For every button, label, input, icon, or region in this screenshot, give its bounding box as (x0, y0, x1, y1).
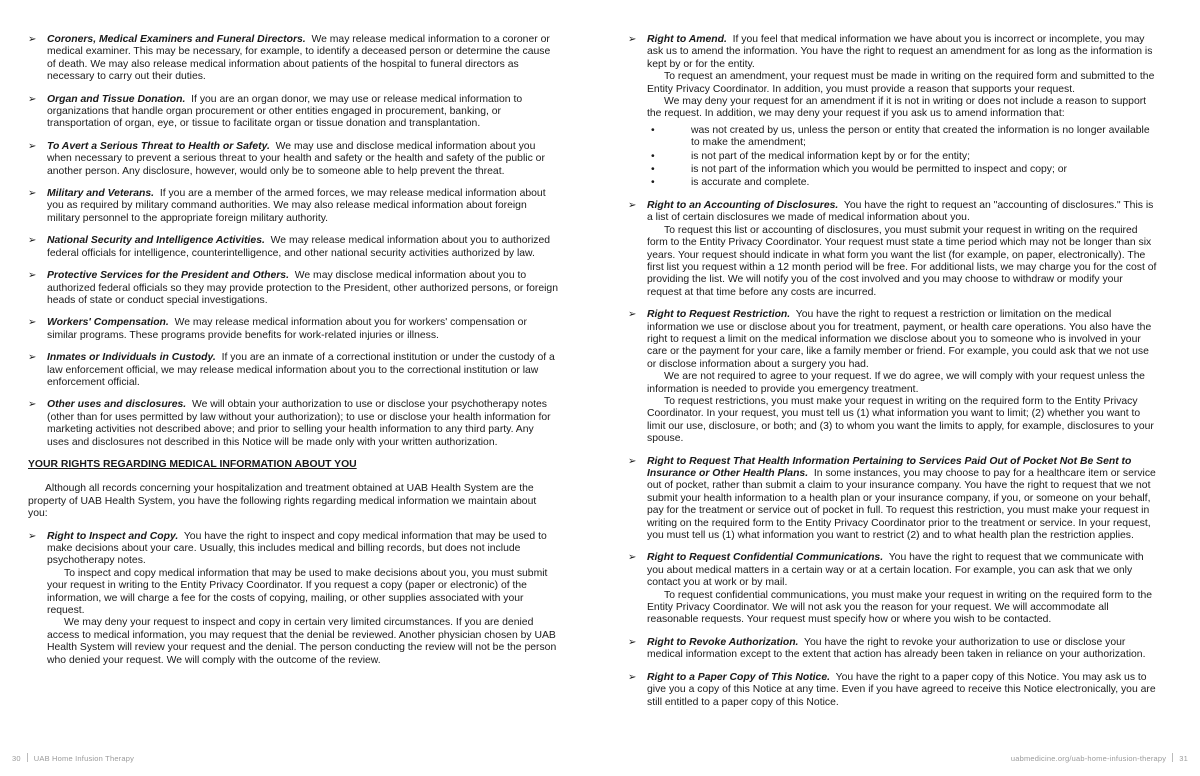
item-title: Inmates or Individuals in Custody. (47, 352, 216, 364)
intro-paragraph: Although all records concerning your hospitalization and treatment obtained at UAB Health System are the property of UAB Health System, you have the following rights regarding medical information we maintain about you: (28, 483, 537, 520)
list-item: • was not created by us, unless the person or entity that created the information is no longer available to make the amendment; (651, 124, 1150, 149)
amend-conditions-list (647, 125, 1158, 190)
list-item (28, 352, 558, 389)
bullet-icon: • (651, 177, 655, 189)
item-text: You have the right to request a restriction or limitation on the medical information we use or disclose about you for treatment, payment, or health care operations. You also have the right to request a limit on the medical information we disclose about you to someone who is involved in your care or the payment for your care, like a family member or friend. For example, you could ask that we not use or disclose information about a surgery you had. (647, 309, 1152, 370)
page-number: 31 (1179, 754, 1188, 763)
arrow-bullet-icon: ➢ (628, 552, 637, 564)
arrow-bullet-icon: ➢ (28, 93, 37, 105)
right-to-restriction-item (628, 309, 1158, 445)
arrow-bullet-icon: ➢ (28, 399, 37, 411)
item-text: You have the right to request that we communicate with you about medical matters in a certain way or at a certain location. For example, you can ask that we only contact you at work or by mail. (647, 552, 1144, 589)
arrow-bullet-icon: ➢ (628, 309, 637, 321)
footer-divider (27, 753, 28, 762)
list-item (28, 94, 558, 131)
item-text: We will obtain your authorization to use or disclose your psychotherapy notes (other than for uses permitted by law without your authorization); to use or disclose your health information for marketing activities not described above; and prior to selling your health information to any third party. Any uses and disclosures not described in this Notice will be made only with your written authorization. (47, 399, 551, 448)
footer-right (1011, 753, 1188, 763)
list-item (28, 270, 558, 307)
item-paragraph: We may deny your request for an amendment if it is not in writing or does not include a reason to support the request. In addition, we may deny your request if you ask us to amend information that: (647, 96, 1147, 120)
bullet-icon: • (651, 124, 655, 136)
arrow-bullet-icon: ➢ (28, 140, 37, 152)
arrow-bullet-icon: ➢ (28, 352, 37, 364)
item-paragraph: We are not required to agree to your request. If we do agree, we will comply with your request unless the information is needed to provide you emergency treatment. (647, 371, 1145, 395)
footer-url[interactable]: uabmedicine.org/uab-home-infusion-therapy (1010, 754, 1167, 763)
list-item (28, 317, 558, 342)
footer-title: UAB Home Infusion Therapy (33, 754, 135, 763)
right-to-accounting-item (628, 200, 1158, 299)
list-item (28, 188, 558, 225)
item-text: If you are a member of the armed forces, we may release medical information about you as required by military command authorities. We may also release medical information about foreign military personnel to the appropriate foreign military authority. (47, 188, 546, 224)
item-text: In some instances, you may choose to pay for a healthcare item or service out of pocket, rather than submit a claim to your insurance company. You have the right to request that we not submit your health information to a health plan or your insurance company, if you, or someone on your behalf, pay for the treatment or service out of pocket in full. To request this restriction, you must make your request in writing on the required form to the Entity Privacy Coordinator prior to the treatment or service. In your request, you must tell us (1) what information you want to restrict (2) and to what health plan the restriction applies. (647, 468, 1156, 542)
item-text: We may release medical information about you for workers' compensation or similar programs. These programs provide benefits for work-related injuries or illness. (47, 317, 527, 341)
item-paragraph: To request restrictions, you must make your request in writing on the required form to the Entity Privacy Coordinator. In your request, you must tell us (1) what information you want to limit; (2) whether you want to limit our use, disclosure, or both; and (3) to whom you want the limits to apply, for example, disclosures to your spouse. (647, 395, 1154, 445)
arrow-bullet-icon: ➢ (628, 455, 637, 467)
item-text: If you are an organ donor, we may use or release medical information to organizations that handle organ procurement or other entities engaged in procurement, banking, or transportation of organ, eye, or tissue to facilitate organ or tissue donation and transplantation. (47, 93, 523, 130)
list-item (28, 235, 558, 260)
item-title: Workers' Compensation. (47, 317, 169, 329)
item-text: We may release medical information about you to authorized federal officials for intelligence, counterintelligence, and other national security activities authorized by law. (47, 235, 551, 259)
arrow-bullet-icon: ➢ (628, 34, 637, 45)
footer-divider (1172, 753, 1173, 762)
item-title: Right to Request Restriction. (647, 309, 791, 321)
item-title: Right to Amend. (647, 34, 727, 45)
right-to-amend-item (628, 34, 1158, 190)
item-title: Right to an Accounting of Disclosures. (647, 199, 839, 211)
bullet-icon: • (651, 150, 655, 162)
item-title: Military and Veterans. (47, 188, 155, 200)
item-text: We may disclose medical information about you to authorized federal officials so they may provide protection to the President, other authorized persons, or foreign heads of state or conduct special investigations. (47, 270, 558, 306)
footer-left (12, 753, 134, 763)
section-heading: YOUR RIGHTS REGARDING MEDICAL INFORMATION ABOUT YOU (28, 458, 357, 470)
arrow-bullet-icon: ➢ (628, 636, 637, 648)
right-column (628, 34, 1158, 719)
bullet-icon: • (651, 164, 655, 176)
item-title: Right to Request Confidential Communications. (647, 552, 884, 564)
right-out-of-pocket-item (628, 456, 1158, 543)
arrow-bullet-icon: ➢ (628, 671, 637, 683)
arrow-bullet-icon: ➢ (28, 317, 37, 329)
item-text: You have the right to revoke your authorization to use or disclose your medical information except to the extent that action has already been taken in reliance on your authorization. (647, 636, 1146, 661)
item-text: We may release medical information to a coroner or medical examiner. This may be necessary, for example, to identify a deceased person or determine the cause of death. We may also release medical information about patients of the hospital to funeral directors as necessary to carry out their duties. (47, 34, 551, 83)
item-text: We may use and disclose medical information about you when necessary to prevent a serious threat to your health and safety or the health and safety of the public or another person. Any disclosure, however, would only be to someone able to help prevent the threat. (47, 140, 545, 177)
item-paragraph: To request this list or accounting of disclosures, you must submit your request in writing on the required form to the Entity Privacy Coordinator. Your request must state a time period which may not be longer than six years. Your request should indicate in what form you want the list (for example, on paper, electronically). The first list you request within a 12 month period will be free. For additional lists, we may charge you for the cost of providing the list. We will notify you of the cost involved and you may choose to withdraw or modify your request at that time before any costs are incurred. (647, 224, 1157, 298)
item-paragraph: To request confidential communications, you must make your request in writing on the required form to the Entity Privacy Coordinator. We will not ask you the reason for your request. We will accommodate all reasonable requests. Your request must specify how or where you wish to be contacted. (647, 589, 1153, 626)
item-paragraph: To inspect and copy medical information that may be used to make decisions about you, you must submit your request in writing to the Entity Privacy Coordinator. If you request a copy (paper or electronic) of the information, we will charge a fee for the costs of copying, mailing, or other supplies associated with your request. (47, 567, 548, 617)
item-title: Other uses and disclosures. (47, 399, 187, 411)
right-to-inspect-item (28, 531, 558, 667)
arrow-bullet-icon: ➢ (28, 188, 37, 200)
item-title: Organ and Tissue Donation. (47, 93, 186, 105)
right-revoke-item (628, 637, 1158, 662)
item-paragraph: We may deny your request to inspect and copy in certain very limited circumstances. If you are denied access to medical information, you may request that the denial be reviewed. Another physician chosen by UAB Health System will review your request and the denial. The person conducting the review will not be the person who denied your request. We will comply with the outcome of the review. (47, 617, 557, 666)
item-title: National Security and Intelligence Activities. (47, 235, 265, 247)
item-text: You have the right to request an "accounting of disclosures." This is a list of certain disclosures we made of medical information about you. (647, 199, 1154, 224)
item-paragraph: To request an amendment, your request must be made in writing on the required form and submitted to the Entity Privacy Coordinator. In addition, you must provide a reason that supports your request. (647, 71, 1155, 95)
arrow-bullet-icon: ➢ (628, 199, 637, 211)
arrow-bullet-icon: ➢ (28, 34, 37, 45)
list-item: • is not part of the medical information kept by or for the entity; (651, 150, 970, 162)
item-text: If you are an inmate of a correctional institution or under the custody of a law enforcement official, we may release medical information about you to the correctional institution or law enforcement official. (47, 352, 555, 388)
item-title: Coroners, Medical Examiners and Funeral Directors. (47, 34, 306, 45)
item-text: If you feel that medical information we have about you is incorrect or incomplete, you may ask us to amend the information. You have the right to request an amendment for as long as the information is kept by or for the entity. (647, 34, 1153, 70)
arrow-bullet-icon: ➢ (28, 235, 37, 247)
page-number: 30 (12, 754, 21, 763)
item-text: You have the right to inspect and copy medical information that may be used to make decisions about your care. Usually, this includes medical and billing records, but does not include psychotherapy notes. (47, 530, 547, 567)
item-title: Protective Services for the President and Others. (47, 270, 289, 282)
list-item: • is not part of the information which you would be permitted to inspect and copy; or (651, 164, 1068, 176)
item-title: Right to Request That Health Information Pertaining to Services Paid Out of Pocket Not Be Sent to Insurance or Other Health Plans. (647, 455, 1132, 479)
item-title: To Avert a Serious Threat to Health or Safety. (47, 140, 270, 152)
right-paper-copy-item (628, 672, 1158, 709)
item-text: You have the right to a paper copy of this Notice. You may ask us to give you a copy of this Notice at any time. Even if you have agreed to receive this Notice electronically, you are still entitled to a paper copy of this Notice. (647, 671, 1156, 708)
list-item (28, 399, 558, 449)
item-title: Right to Revoke Authorization. (647, 636, 799, 648)
item-title: Right to a Paper Copy of This Notice. (647, 671, 831, 683)
item-title: Right to Inspect and Copy. (47, 530, 179, 542)
left-column (28, 34, 558, 677)
list-item (28, 34, 558, 84)
list-item (28, 141, 558, 178)
arrow-bullet-icon: ➢ (28, 530, 37, 542)
list-item: • is accurate and complete. (651, 177, 810, 189)
arrow-bullet-icon: ➢ (28, 270, 37, 282)
right-confidential-item (628, 552, 1158, 626)
